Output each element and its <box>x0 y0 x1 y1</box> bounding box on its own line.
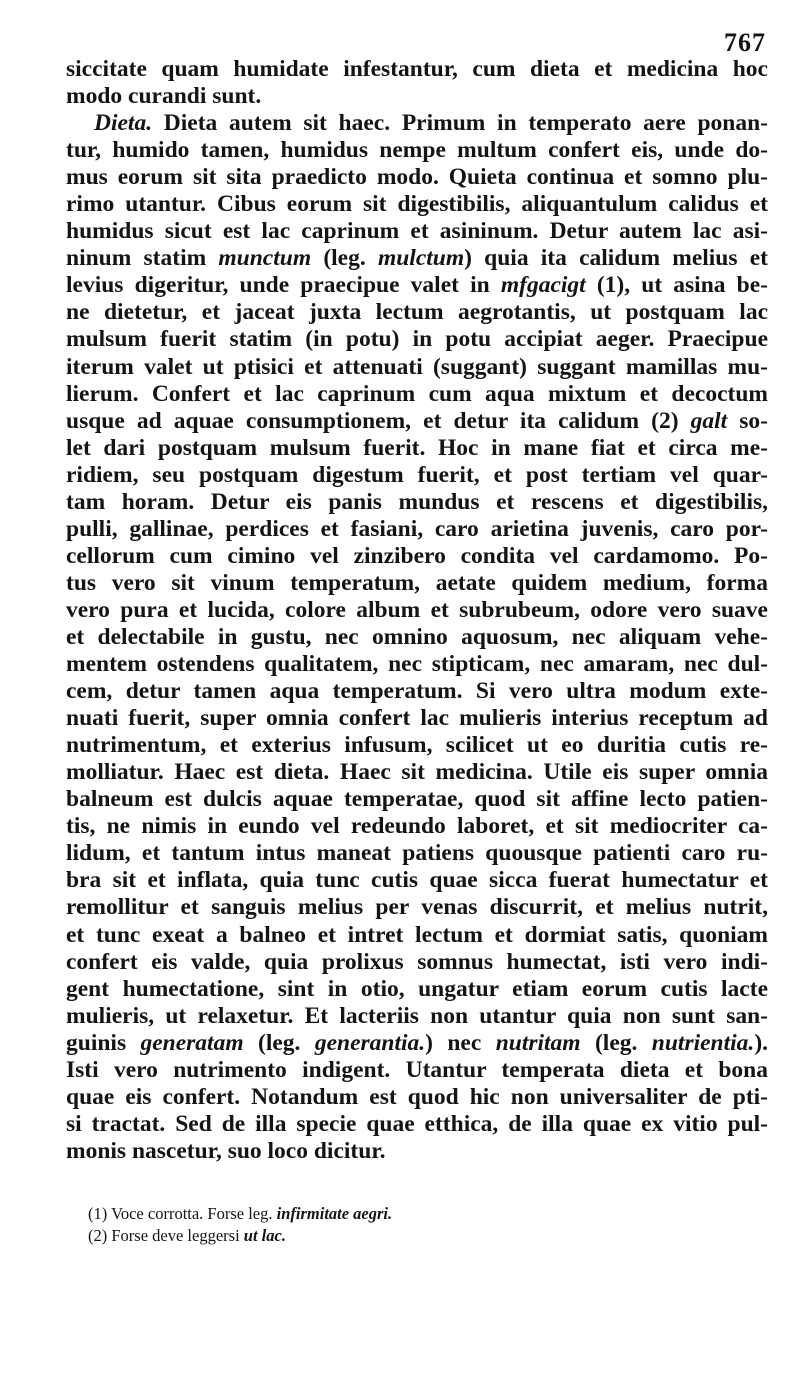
text-line: remollitur et sanguis melius per venas discurrit, et melius nutrit, <box>66 894 768 921</box>
text-line: et delectabile in gustu, nec omnino aquosum, nec aliquam vehe- <box>66 623 768 650</box>
main-text <box>66 56 768 1165</box>
text-line: balneum est dulcis aquae temperatae, quod sit affine lecto patien- <box>66 786 768 813</box>
text-line: mentem ostendens qualitatem, nec stipticam, nec amaram, nec dul- <box>66 651 768 678</box>
text-line: humidus sicut est lac caprinum et asininum. Detur autem lac asi- <box>66 218 768 245</box>
text-line: mulieris, ut relaxetur. Et lacteriis non utantur quia non sunt san- <box>66 1002 768 1029</box>
text-line: tam horam. Detur eis panis mundus et rescens et digestibilis, <box>66 488 768 515</box>
italic-word: mulctum <box>377 245 465 272</box>
text-line: mus eorum sit sita praedicto modo. Quieta continua et somno plu- <box>66 164 768 191</box>
text-line: guinis generatam (leg. generantia.) nec nutritam (leg. nutrientia.). <box>66 1029 768 1056</box>
italic-word: nutrientia. <box>651 1029 755 1056</box>
text-line: ne dietetur, et jaceat juxta lectum aegrotantis, ut postquam lac <box>66 299 768 326</box>
text-line: tur, humido tamen, humidus nempe multum confert eis, unde do- <box>66 137 768 164</box>
text-line: gent humectatione, sint in otio, ungatur etiam eorum cutis lacte <box>66 975 768 1002</box>
footnote: (2) Forse deve leggersi ut lac. <box>88 1226 286 1245</box>
text-line: cellorum cum cimino vel zinzibero condita vel cardamomo. Po- <box>66 542 768 569</box>
text-line: lierum. Confert et lac caprinum cum aqua mixtum et decoctum <box>66 380 768 407</box>
text-line: usque ad aquae consumptionem, et detur ita calidum (2) galt so- <box>66 407 768 434</box>
italic-word: infirmitate aegri. <box>276 1204 393 1223</box>
text-line: Dieta. Dieta autem sit haec. Primum in temperato aere ponan- <box>94 110 768 137</box>
text-line: molliatur. Haec est dieta. Haec sit medicina. Utile eis super omnia <box>66 759 768 786</box>
italic-word: generantia. <box>314 1029 426 1056</box>
footnotes <box>88 1203 728 1247</box>
italic-word: nutritam <box>495 1029 581 1056</box>
text-line: pulli, gallinae, perdices et fasiani, caro arietina juvenis, caro por- <box>66 515 768 542</box>
italic-word: galt <box>690 407 728 434</box>
text-line: quae eis confert. Notandum est quod hic non universaliter de pti- <box>66 1083 768 1110</box>
text-line: vero pura et lucida, colore album et subrubeum, odore vero suave <box>66 596 768 623</box>
text-line: let dari postquam mulsum fuerit. Hoc in mane fiat et circa me- <box>66 434 768 461</box>
italic-word: Dieta. <box>94 110 153 137</box>
text-line: tis, ne nimis in eundo vel redeundo laboret, et sit mediocriter ca- <box>66 813 768 840</box>
footnote: (1) Voce corrotta. Forse leg. infirmitate aegri. <box>88 1204 393 1223</box>
italic-word: generatam <box>140 1029 244 1056</box>
text-line: et tunc exeat a balneo et intret lectum et dormiat satis, quoniam <box>66 921 768 948</box>
text-line: nutrimentum, et exterius infusum, scilicet ut eo duritia cutis re- <box>66 732 768 759</box>
text-line: nuati fuerit, super omnia confert lac mulieris interius receptum ad <box>66 705 768 732</box>
text-line: confert eis valde, quia prolixus somnus humectat, isti vero indi- <box>66 948 768 975</box>
text-line: tus vero sit vinum temperatum, aetate quidem medium, forma <box>66 569 768 596</box>
text-line: monis nascetur, suo loco dicitur. <box>66 1137 386 1164</box>
text-line: levius digeritur, unde praecipue valet in mfgacigt (1), ut asina be- <box>66 272 768 299</box>
text-line: iterum valet ut ptisici et attenuati (suggant) suggant mamillas mu- <box>66 353 768 380</box>
text-line: Isti vero nutrimento indigent. Utantur temperata dieta et bona <box>66 1056 768 1083</box>
text-line: siccitate quam humidate infestantur, cum dieta et medicina hoc <box>66 56 768 82</box>
italic-word: ut lac. <box>243 1226 286 1245</box>
text-line: ridiem, seu postquam digestum fuerit, et post tertiam vel quar- <box>66 461 768 488</box>
text-line: rimo utantur. Cibus eorum sit digestibilis, aliquantulum calidus et <box>66 191 768 218</box>
text-line: lidum, et tantum intus maneat patiens quousque patienti caro ru- <box>66 840 768 867</box>
text-line: ninum statim munctum (leg. mulctum) quia ita calidum melius et <box>66 245 768 272</box>
italic-word: munctum <box>218 245 312 272</box>
text-line: bra sit et inflata, quia tunc cutis quae sicca fuerat humectatur et <box>66 867 768 894</box>
text-line: cem, detur tamen aqua temperatum. Si vero ultra modum exte- <box>66 678 768 705</box>
text-line: modo curandi sunt. <box>66 83 262 110</box>
text-line: mulsum fuerit statim (in potu) in potu accipiat aeger. Praecipue <box>66 326 768 353</box>
italic-word: mfgacigt <box>500 272 586 299</box>
text-line: si tractat. Sed de illa specie quae etthica, de illa quae ex vitio pul- <box>66 1110 768 1137</box>
page-number: 767 <box>724 28 766 57</box>
